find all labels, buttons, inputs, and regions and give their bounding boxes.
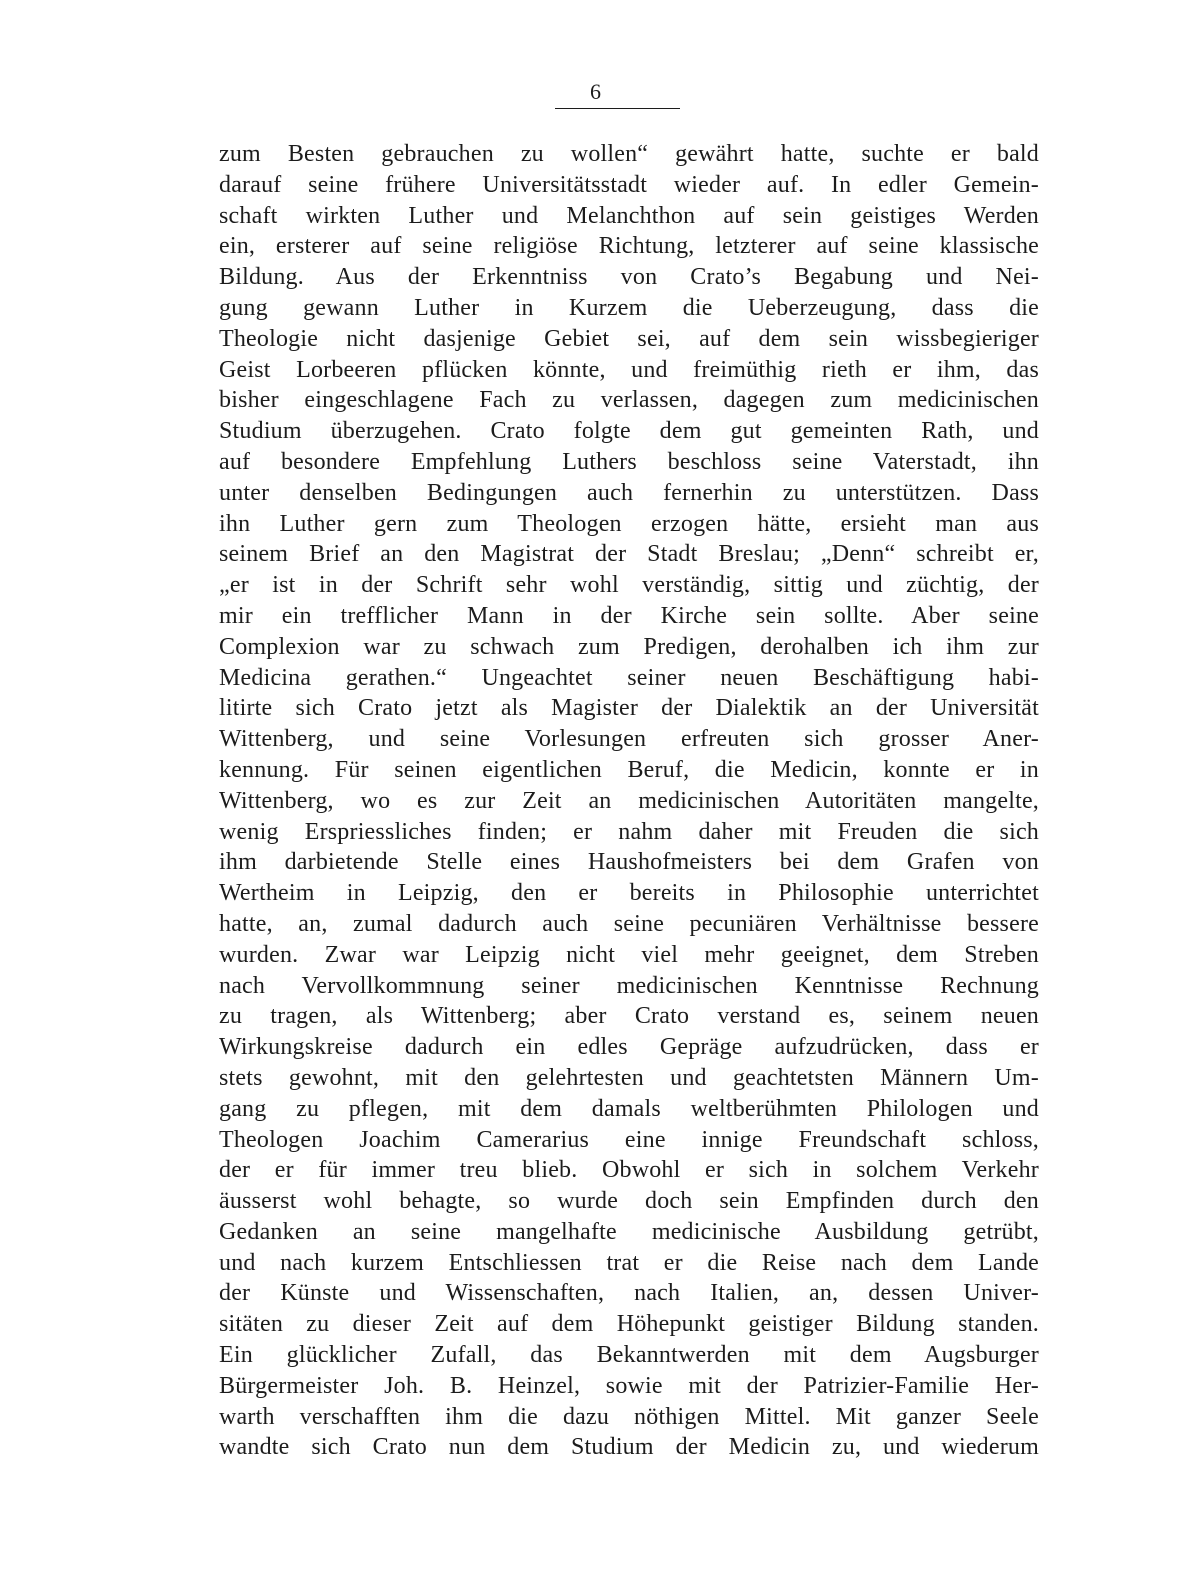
text-line: stets gewohnt, mit den gelehrtesten und geachtetsten Männern Um- [219, 1064, 1039, 1091]
text-line: Studium überzugehen. Crato folgte dem gut gemeinten Rath, und [219, 418, 1039, 445]
text-line: gung gewann Luther in Kurzem die Ueberzeugung, dass die [219, 294, 1039, 321]
text-line: Complexion war zu schwach zum Predigen, derohalben ich ihm zur [219, 633, 1039, 660]
text-line: Theologie nicht dasjenige Gebiet sei, auf dem sein wissbegieriger [219, 325, 1039, 352]
text-line: ihn Luther gern zum Theologen erzogen hätte, ersieht man aus [219, 510, 1039, 537]
text-line: darauf seine frühere Universitätsstadt wieder auf. In edler Gemein- [219, 171, 1039, 198]
text-line: Theologen Joachim Camerarius eine innige Freundschaft schloss, [219, 1126, 1039, 1153]
text-line: ein, ersterer auf seine religiöse Richtung, letzterer auf seine klassische [219, 233, 1039, 260]
text-line: Wittenberg, wo es zur Zeit an medicinischen Autoritäten mangelte, [219, 787, 1039, 814]
text-line: sitäten zu dieser Zeit auf dem Höhepunkt geistiger Bildung standen. [219, 1311, 1039, 1338]
text-line: gang zu pflegen, mit dem damals weltberühmten Philologen und [219, 1095, 1039, 1122]
text-line: Wertheim in Leipzig, den er bereits in Philosophie unterrichtet [219, 880, 1039, 907]
text-line: mir ein trefflicher Mann in der Kirche sein sollte. Aber seine [219, 602, 1039, 629]
text-line: nach Vervollkommnung seiner medicinischen Kenntnisse Rechnung [219, 972, 1039, 999]
body-text [219, 139, 1039, 1463]
text-line: Ein glücklicher Zufall, das Bekanntwerden mit dem Augsburger [219, 1342, 1039, 1369]
text-line: schaft wirkten Luther und Melanchthon auf sein geistiges Werden [219, 202, 1039, 229]
text-line: warth verschafften ihm die dazu nöthigen Mittel. Mit ganzer Seele [219, 1403, 1039, 1430]
text-line: äusserst wohl behagte, so wurde doch sein Empfinden durch den [219, 1188, 1039, 1215]
text-line: Wittenberg, und seine Vorlesungen erfreuten sich grosser Aner- [219, 726, 1039, 753]
text-line: zum Besten gebrauchen zu wollen“ gewährt hatte, suchte er bald [219, 141, 1039, 167]
text-line: wandte sich Crato nun dem Studium der Medicin zu, und wiederum [219, 1434, 1039, 1461]
text-line: und nach kurzem Entschliessen trat er die Reise nach dem Lande [219, 1249, 1039, 1276]
text-line: auf besondere Empfehlung Luthers beschloss seine Vaterstadt, ihn [219, 448, 1039, 475]
text-line: Geist Lorbeeren pflücken könnte, und freimüthig rieth er ihm, das [219, 356, 1039, 383]
text-line: Wirkungskreise dadurch ein edles Gepräge aufzudrücken, dass er [219, 1034, 1039, 1061]
text-line: zu tragen, als Wittenberg; aber Crato verstand es, seinem neuen [219, 1003, 1039, 1030]
text-line: wenig Erspriessliches finden; er nahm daher mit Freuden die sich [219, 818, 1039, 845]
header-rule [555, 108, 680, 109]
text-line: wurden. Zwar war Leipzig nicht viel mehr geeignet, dem Streben [219, 941, 1039, 968]
text-line: litirte sich Crato jetzt als Magister der Dialektik an der Universität [219, 695, 1039, 722]
text-line: Gedanken an seine mangelhafte medicinische Ausbildung getrübt, [219, 1218, 1039, 1245]
text-line: bisher eingeschlagene Fach zu verlassen, dagegen zum medicinischen [219, 387, 1039, 414]
text-line: der er für immer treu blieb. Obwohl er sich in solchem Verkehr [219, 1157, 1039, 1184]
text-line: seinem Brief an den Magistrat der Stadt Breslau; „Denn“ schreibt er, [219, 541, 1039, 568]
text-line: Medicina gerathen.“ Ungeachtet seiner neuen Beschäftigung habi- [219, 664, 1039, 691]
text-line: ihm darbietende Stelle eines Haushofmeisters bei dem Grafen von [219, 849, 1039, 876]
text-line: der Künste und Wissenschaften, nach Italien, an, dessen Univer- [219, 1280, 1039, 1307]
page-number: 6 [590, 79, 601, 104]
text-line: unter denselben Bedingungen auch fernerhin zu unterstützen. Dass [219, 479, 1039, 506]
text-line: kennung. Für seinen eigentlichen Beruf, die Medicin, konnte er in [219, 756, 1039, 783]
text-line: hatte, an, zumal dadurch auch seine pecuniären Verhältnisse bessere [219, 910, 1039, 937]
text-line: Bürgermeister Joh. B. Heinzel, sowie mit der Patrizier-Familie Her- [219, 1372, 1039, 1399]
text-line: Bildung. Aus der Erkenntniss von Crato’s Begabung und Nei- [219, 264, 1039, 291]
text-line: „er ist in der Schrift sehr wohl verständig, sittig und züchtig, der [219, 572, 1039, 599]
